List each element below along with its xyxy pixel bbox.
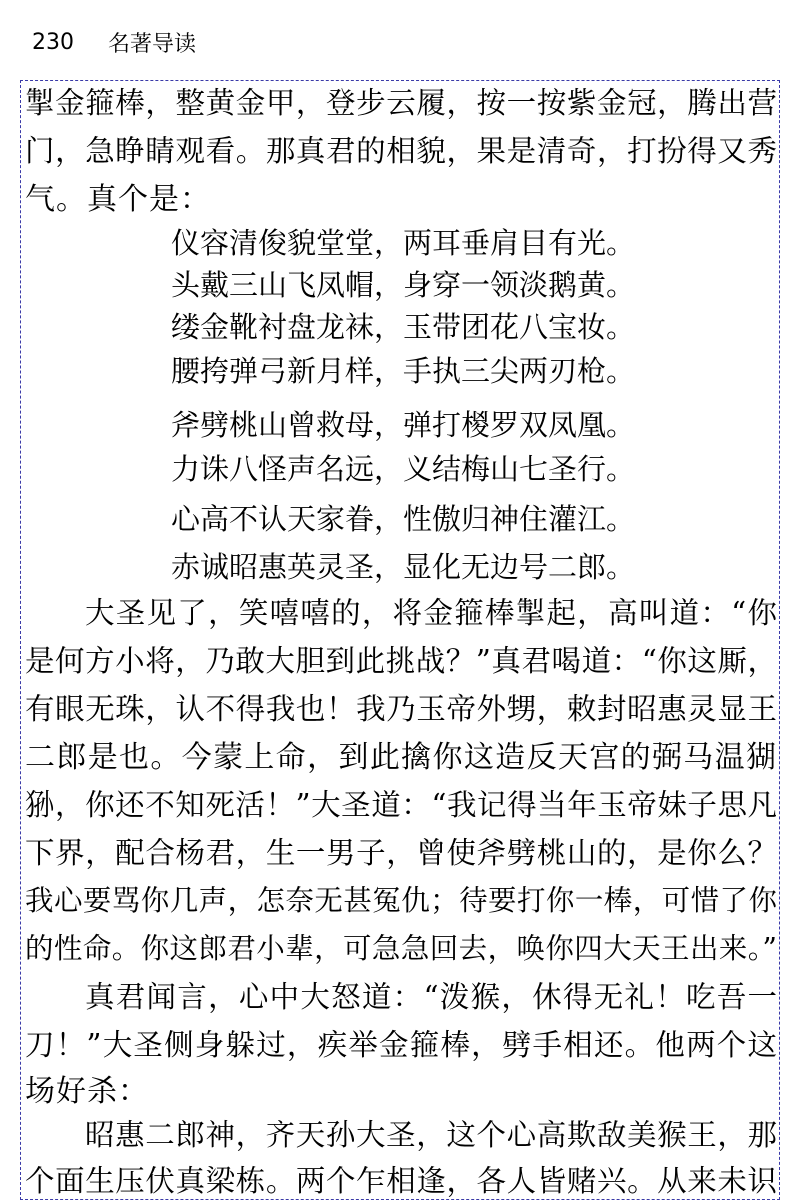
prose-line: 昭惠二郎神，齐天孙大圣，这个心高欺敌美猴王，那 — [85, 1118, 777, 1152]
prose-line: 门，急睁睛观看。那真君的相貌，果是清奇，打扮得又秀 — [25, 134, 777, 168]
prose-line: 场好杀： — [25, 1074, 149, 1109]
prose-line: 气。真个是： — [25, 182, 211, 217]
prose-line: 的性命。你这郎君小辈，可急急回去，唤你四大天王出来。” — [25, 932, 777, 965]
prose-line: 个面生压伏真梁栋。两个乍相逢，各人皆赌兴。从来未识 — [25, 1164, 777, 1198]
poem-line: 仪容清俊貌堂堂，两耳垂肩目有光。 — [171, 226, 636, 260]
prose-line: 掣金箍棒，整黄金甲，登步云履，按一按紫金冠，腾出营 — [25, 86, 777, 120]
poem-line: 斧劈桃山曾救母，弹打椶罗双凤凰。 — [171, 408, 636, 442]
poem-line: 赤诚昭惠英灵圣，显化无边号二郎。 — [171, 550, 636, 584]
prose-line: 有眼无珠，认不得我也！我乃玉帝外甥，敕封昭惠灵显王 — [25, 692, 777, 726]
running-header — [32, 22, 196, 62]
prose-line: 狲，你还不知死活！”大圣道：“我记得当年玉帝妹子思凡 — [25, 788, 777, 822]
poem-line: 力诛八怪声名远，义结梅山七圣行。 — [171, 452, 636, 486]
prose-line: 刀！”大圣侧身躲过，疾举金箍棒，劈手相还。他两个这 — [25, 1028, 777, 1062]
poem-line: 头戴三山飞凤帽，身穿一领淡鹅黄。 — [171, 268, 636, 302]
poem-line: 腰挎弹弓新月样，手执三尖两刃枪。 — [171, 354, 636, 388]
page-number: 230 — [32, 29, 74, 55]
prose-line: 二郎是也。今蒙上命，到此擒你这造反天宫的弼马温猢 — [25, 740, 777, 775]
book-title: 名著导读 — [108, 31, 197, 57]
text-frame — [20, 80, 780, 1200]
prose-line: 真君闻言，心中大怒道：“泼猴，休得无礼！吃吾一 — [85, 980, 777, 1014]
prose-line: 大圣见了，笑嘻嘻的，将金箍棒掣起，高叫道：“你 — [85, 596, 777, 630]
poem-line: 缕金靴衬盘龙袜，玉带团花八宝妆。 — [171, 310, 636, 344]
prose-line: 是何方小将，乃敢大胆到此挑战？”真君喝道：“你这厮， — [25, 644, 777, 678]
prose-line: 下界，配合杨君，生一男子，曾使斧劈桃山的，是你么？ — [25, 836, 777, 870]
prose-line: 我心要骂你几声，怎奈无甚冤仇；待要打你一棒，可惜了你 — [25, 884, 777, 917]
poem-line: 心高不认天家眷，性傲归神住灌江。 — [171, 502, 636, 536]
